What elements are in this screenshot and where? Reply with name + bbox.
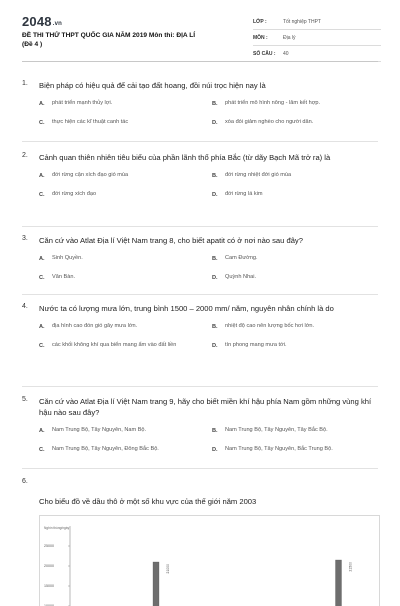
option-letter: C.: [39, 192, 45, 198]
logo-text: 2048: [22, 14, 52, 29]
header-divider: [22, 61, 378, 62]
option-text: Quỳnh Nhai.: [225, 274, 257, 281]
question-6-number: 6.: [22, 478, 28, 485]
option-text: các khối không khí qua biển mang ẩm vào đất liền: [52, 342, 177, 349]
option-letter: D.: [212, 120, 218, 126]
option-letter: B.: [212, 256, 218, 262]
answer-options: [39, 321, 378, 352]
bar: [153, 562, 159, 606]
exam-title: [22, 31, 227, 49]
option-text: đới rừng xích đạo: [52, 191, 97, 198]
option-letter: D.: [212, 447, 218, 453]
question-3: [22, 235, 378, 284]
bar: [336, 560, 342, 606]
option-a[interactable]: [39, 98, 212, 110]
question-divider: [22, 468, 378, 469]
question-stem: Căn cứ vào Atlat Địa lí Việt Nam trang 9, hãy cho biết miền khí hậu phía Nam gồm những vùng khí hậu nào sau đây?: [39, 397, 372, 417]
y-tick-label: 20000: [44, 564, 54, 569]
option-letter: C.: [39, 343, 45, 349]
option-a[interactable]: [39, 170, 212, 182]
option-a[interactable]: [39, 425, 212, 437]
option-b[interactable]: [212, 425, 385, 437]
option-a[interactable]: [39, 253, 212, 265]
bar-value-label: 21500: [348, 562, 353, 572]
option-letter: C.: [39, 120, 45, 126]
option-a[interactable]: [39, 321, 212, 333]
question-divider: [22, 386, 378, 387]
y-tick-label: 15000: [44, 584, 54, 589]
chart-y-label: Nghìn thùng/ngày: [44, 526, 70, 530]
question-number: 5.: [22, 396, 28, 403]
option-text: thực hiện các kĩ thuật canh tác: [52, 119, 129, 126]
option-letter: D.: [212, 275, 218, 281]
oil-chart: [40, 516, 379, 606]
option-text: Văn Bàn.: [52, 274, 76, 281]
count-value: 40: [283, 50, 289, 57]
option-text: địa hình cao đón gió gây mưa lớn.: [52, 323, 138, 330]
option-letter: C.: [39, 275, 45, 281]
option-text: Nam Trung Bộ, Tây Nguyên, Đông Bắc Bộ.: [52, 446, 159, 453]
question-number: 1.: [22, 80, 28, 87]
option-text: tín phong mang mưa tới.: [225, 342, 287, 349]
info-row-count: [253, 46, 381, 62]
question-stem: Biện pháp có hiệu quả để cải tạo đất hoang, đồi núi trọc hiện nay là: [39, 81, 266, 90]
question-divider: [22, 226, 378, 227]
y-tick-label: 25000: [44, 544, 54, 549]
option-text: phát triển mạnh thủy lợi.: [52, 100, 113, 107]
option-text: nhiệt độ cao nên lượng bốc hơi lớn.: [225, 323, 315, 330]
option-c[interactable]: [39, 444, 212, 456]
option-d[interactable]: [212, 189, 385, 201]
option-letter: A.: [39, 428, 45, 434]
option-d[interactable]: [212, 340, 385, 352]
option-b[interactable]: [212, 253, 385, 265]
option-letter: A.: [39, 324, 45, 330]
option-d[interactable]: [212, 272, 385, 284]
option-text: Cam Đường.: [225, 255, 258, 262]
question-number: 4.: [22, 303, 28, 310]
option-letter: B.: [212, 324, 218, 330]
class-value: Tốt nghiệp THPT: [283, 18, 321, 25]
question-4: [22, 303, 378, 352]
question-6-stem: Cho biểu đồ về dầu thô ở một số khu vực của thế giới năm 2003: [39, 497, 257, 506]
answer-options: [39, 253, 378, 284]
answer-options: [39, 98, 378, 129]
option-letter: D.: [212, 192, 218, 198]
option-letter: B.: [212, 173, 218, 179]
option-c[interactable]: [39, 117, 212, 129]
option-text: Nam Trung Bộ, Tây Nguyên, Nam Bộ.: [52, 427, 147, 434]
option-letter: A.: [39, 173, 45, 179]
option-letter: A.: [39, 256, 45, 262]
option-letter: D.: [212, 343, 218, 349]
option-text: phát triển mô hình nông - lâm kết hợp.: [225, 100, 321, 107]
option-text: xóa đói giảm nghèo cho người dân.: [225, 119, 314, 126]
option-d[interactable]: [212, 117, 385, 129]
exam-info-box: [253, 14, 381, 62]
option-text: đới rừng lá kim: [225, 191, 263, 198]
class-label: LỚP :: [253, 18, 267, 25]
option-letter: C.: [39, 447, 45, 453]
option-text: đới rừng cận xích đạo gió mùa: [52, 172, 129, 179]
subject-value: Địa lý: [283, 34, 296, 41]
option-b[interactable]: [212, 170, 385, 182]
option-letter: A.: [39, 101, 45, 107]
option-c[interactable]: [39, 340, 212, 352]
option-c[interactable]: [39, 189, 212, 201]
bar-value-label: 21000: [166, 564, 170, 574]
question-stem: Nước ta có lượng mưa lớn, trung bình 1500 – 2000 mm/ năm, nguyên nhân chính là do: [39, 304, 334, 313]
option-b[interactable]: [212, 98, 385, 110]
option-d[interactable]: [212, 444, 385, 456]
answer-options: [39, 425, 378, 456]
option-c[interactable]: [39, 272, 212, 284]
exam-title-line2: (Đề 4 ): [22, 41, 43, 48]
chart-frame: [39, 515, 380, 606]
question-stem: Căn cứ vào Atlat Địa lí Việt Nam trang 8, cho biết apatit có ở nơi nào sau đây?: [39, 236, 303, 245]
question-1: [22, 80, 378, 129]
option-text: Nam Trung Bộ, Tây Nguyên, Tây Bắc Bộ.: [225, 427, 328, 434]
option-letter: B.: [212, 428, 218, 434]
question-divider: [22, 294, 378, 295]
subject-label: MÔN :: [253, 34, 268, 41]
exam-title-line1: ĐỀ THI THỬ THPT QUỐC GIA NĂM 2019 Môn thi: ĐỊA LÍ: [22, 32, 196, 39]
question-stem: Cảnh quan thiên nhiên tiêu biểu của phần lãnh thổ phía Bắc (từ dãy Bạch Mã trở ra) là: [39, 153, 331, 162]
question-number: 3.: [22, 235, 28, 242]
answer-options: [39, 170, 378, 201]
site-logo[interactable]: [22, 14, 62, 29]
question-number: 2.: [22, 152, 28, 159]
question-2: [22, 152, 378, 201]
option-letter: B.: [212, 101, 218, 107]
option-text: đới rừng nhiệt đới gió mùa: [225, 172, 292, 179]
option-b[interactable]: [212, 321, 385, 333]
option-text: Sinh Quyền.: [52, 255, 83, 262]
count-label: SỐ CÂU :: [253, 50, 276, 57]
logo-suffix: .vn: [52, 21, 63, 27]
question-divider: [22, 141, 378, 142]
question-5: [22, 396, 378, 456]
option-text: Nam Trung Bộ, Tây Nguyên, Bắc Trung Bộ.: [225, 446, 333, 453]
info-row-class: [253, 14, 381, 30]
info-row-subject: [253, 30, 381, 46]
